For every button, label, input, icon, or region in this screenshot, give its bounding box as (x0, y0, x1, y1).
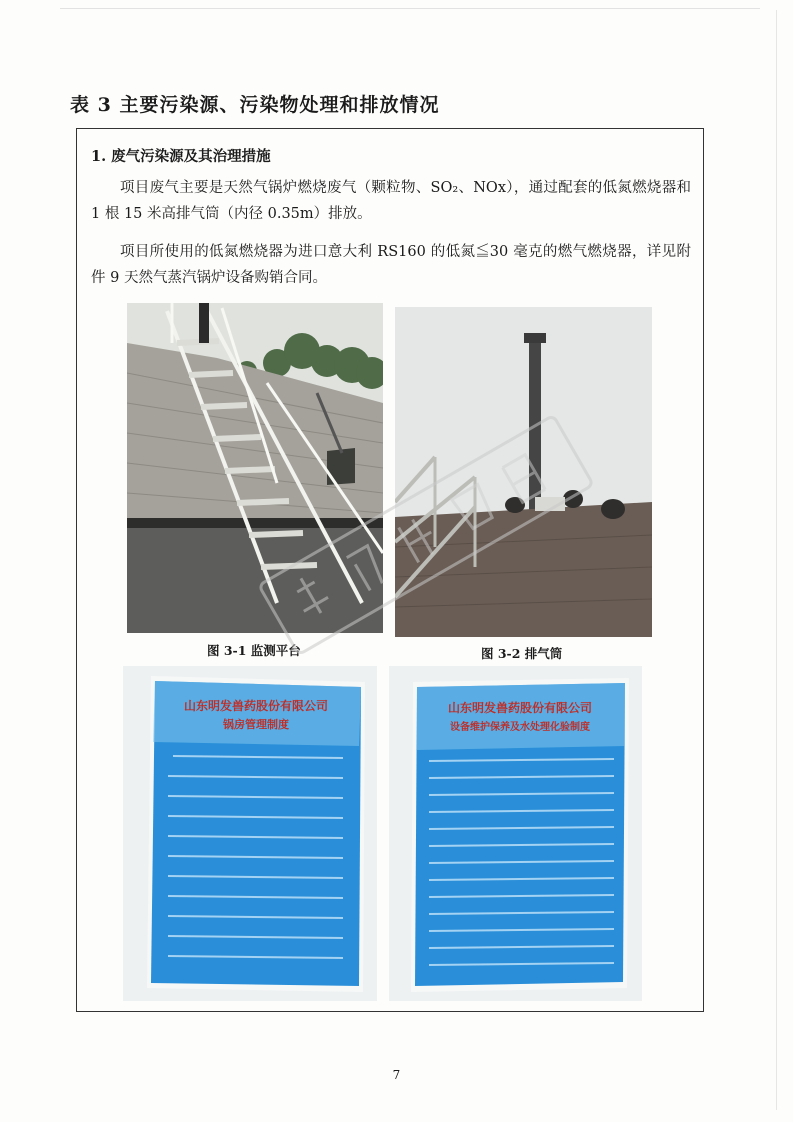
page-number: 7 (392, 1068, 401, 1082)
page-heading: 表 3 主要污染源、污染物处理和排放情况 (70, 94, 440, 116)
content-frame (76, 128, 704, 1012)
board-2-company: 山东明发兽药股份有限公司 (447, 701, 593, 715)
photo-maintenance-rules-board (389, 666, 642, 1001)
photo-monitoring-platform (127, 303, 383, 633)
photo-boiler-room-rules-board (123, 666, 377, 1001)
top-rule (60, 8, 760, 9)
margin-line (776, 10, 777, 1110)
photo-exhaust-stack (395, 307, 652, 637)
board-1-company: 山东明发兽药股份有限公司 (183, 699, 329, 713)
board-2-title: 设备维护保养及水处理化验制度 (450, 722, 590, 733)
caption-figure-3-2: 图 3-2 排气筒 (481, 646, 563, 661)
paragraph-exhaust-source: 项目废气主要是天然气锅炉燃烧废气（颗粒物、SO₂、NOx），通过配套的低氮燃烧器和 1 根 15 米高排气筒（内径 0.35m）排放。 (91, 180, 691, 222)
section-title: 1. 废气污染源及其治理措施 (91, 148, 271, 165)
caption-figure-3-1: 图 3-1 监测平台 (207, 643, 301, 658)
board-1-title: 锅房管理制度 (223, 718, 289, 731)
paragraph-burner: 项目所使用的低氮燃烧器为进口意大利 RS160 的低氮≦30 毫克的燃气燃烧器，详见附件 9 天然气蒸汽锅炉设备购销合同。 (91, 244, 691, 286)
